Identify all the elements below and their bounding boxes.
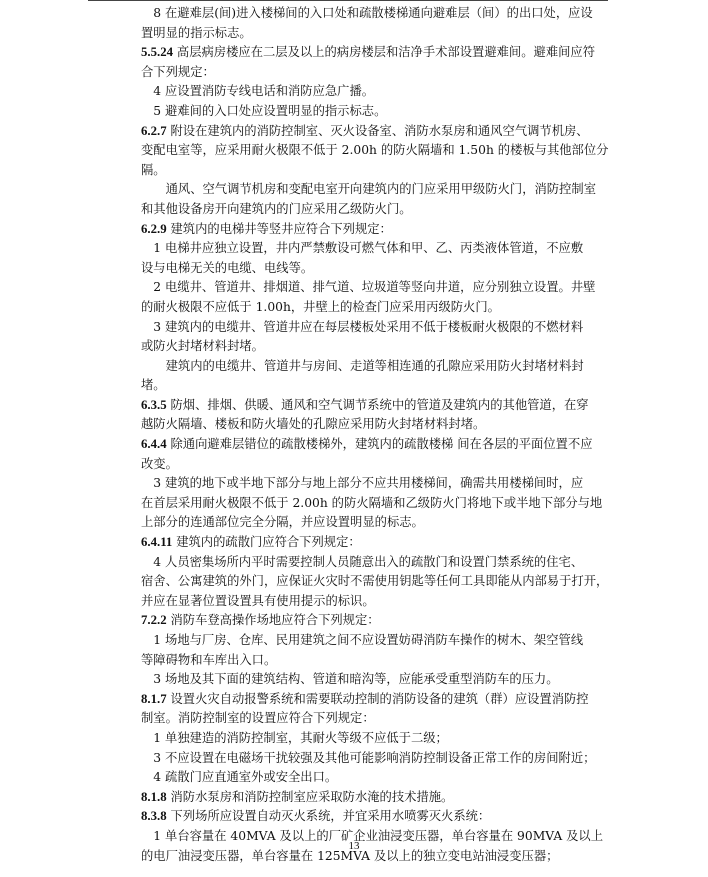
- text-line: [141, 553, 611, 573]
- text-line: [141, 435, 611, 455]
- line-text: 的电厂油浸变压器，单台容量在 125MVA 及以上的独立变电站油浸变压器；: [141, 848, 559, 863]
- page-number: 13: [348, 840, 360, 852]
- line-text: 堵。: [141, 378, 166, 393]
- line-text: 防烟、排烟、供暖、通风和空气调节系统中的管道及建筑内的其他管道，在穿: [166, 397, 589, 412]
- text-line: [141, 141, 611, 161]
- text-line: [141, 474, 611, 494]
- text-line: [141, 788, 611, 808]
- line-text: 消防车登高操作场地应符合下列规定：: [166, 613, 380, 628]
- text-line: [141, 82, 611, 102]
- text-line: [141, 494, 611, 514]
- line-text: 1 电梯井应独立设置，井内严禁敷设可燃气体和甲、乙、丙类液体管道，不应敷: [141, 241, 584, 256]
- line-text: 1 单台容量在 40MVA 及以上的厂矿企业油浸变压器，单台容量在 90MVA 及以上: [141, 828, 604, 843]
- line-text: 设置火灾自动报警系统和需要联动控制的消防设备的建筑（群）应设置消防控: [166, 691, 589, 706]
- text-line: [141, 220, 611, 240]
- text-line: [141, 4, 611, 24]
- clause-number: 5.5.24: [141, 45, 173, 60]
- text-line: [141, 749, 611, 769]
- line-text: 下列场所应设置自动灭火系统，并宜采用水喷雾灭火系统：: [166, 809, 491, 824]
- text-line: [141, 43, 611, 63]
- line-text: 3 不应设置在电磁场干扰较强及其他可能影响消防控制设备正常工作的房间附近；: [141, 750, 596, 765]
- text-line: [141, 592, 611, 612]
- text-line: [141, 122, 611, 142]
- text-line: [141, 298, 611, 318]
- text-line: [141, 611, 611, 631]
- line-text: 1 场地与厂房、仓库、民用建筑之间不应设置妨碍消防车操作的树木、架空管线: [141, 633, 584, 647]
- line-text: 建筑内的电梯井等竖井应符合下列规定：: [166, 221, 392, 236]
- text-line: [141, 415, 611, 435]
- line-text: 8 在避难层(间)进入楼梯间的入口处和疏散楼梯通向避难层（间）的出口处，应设: [141, 6, 593, 20]
- clause-number: 7.2.2: [141, 613, 167, 628]
- line-text: 建筑内的疏散门应符合下列规定：: [172, 535, 361, 550]
- text-line: [141, 670, 611, 690]
- text-line: [141, 396, 611, 416]
- text-line: [141, 455, 611, 475]
- page-top-rule: [88, 0, 608, 1]
- text-line: [141, 651, 611, 671]
- text-line: [141, 533, 611, 553]
- line-text: 附设在建筑内的消防控制室、灭火设备室、消防水泵房和通风空气调节机房、: [166, 123, 589, 138]
- text-line: [141, 357, 611, 377]
- line-text: 5 避难间的入口处应设置明显的指示标志。: [141, 103, 387, 118]
- text-line: [141, 161, 611, 181]
- line-text: 变配电室等，应采用耐火极限不低于 2.00h 的防火隔墙和 1.50h 的楼板与其他部位分: [141, 143, 609, 158]
- text-line: [141, 180, 611, 200]
- text-line: [141, 709, 611, 729]
- line-text: 并应在显著位置设置具有使用提示的标识。: [141, 593, 375, 608]
- line-text: 越防火隔墙、楼板和防火墙处的孔隙应采用防火封堵材料封堵。: [141, 417, 486, 432]
- line-text: 2 电缆井、管道井、排烟道、排气道、垃圾道等竖向井道，应分别独立设置。井壁: [141, 280, 596, 295]
- text-line: [141, 102, 611, 122]
- line-text: 3 建筑内的电缆井、管道井应在每层楼板处采用不低于楼板耐火极限的不燃材料: [141, 319, 584, 334]
- text-line: [141, 239, 611, 259]
- text-line: [141, 200, 611, 220]
- text-line: [141, 513, 611, 533]
- line-text: 通风、空气调节机房和变配电室开向建筑内的门应采用甲级防火门，消防控制室: [141, 182, 596, 197]
- clause-number: 8.1.8: [141, 789, 167, 804]
- line-text: 除通向避难层错位的疏散楼梯外，建筑内的疏散楼梯 间在各层的平面位置不应: [166, 437, 593, 452]
- clause-number: 6.4.4: [141, 437, 167, 452]
- line-text: 等障碍物和车库出入口。: [141, 652, 277, 667]
- line-text: 3 建筑的地下或半地下部分与地上部分不应共用楼梯间，确需共用楼梯间时，应: [141, 476, 584, 491]
- line-text: 和其他设备房开向建筑内的门应采用乙级防火门。: [141, 201, 412, 216]
- text-line: [141, 376, 611, 396]
- line-text: 制室。消防控制室的设置应符合下列规定：: [141, 711, 375, 726]
- line-text: 4 应设置消防专线电话和消防应急广播。: [141, 84, 375, 99]
- line-text: 3 场地及其下面的建筑结构、管道和暗沟等，应能承受重型消防车的压力。: [141, 672, 559, 687]
- line-text: 合下列规定：: [141, 64, 215, 79]
- line-text: 在首层采用耐火极限不低于 2.00h 的防火隔墙和乙级防火门将地下或半地下部分与地: [141, 495, 603, 510]
- line-text: 消防水泵房和消防控制室应采取防水淹的技术措施。: [166, 789, 454, 804]
- text-line: [141, 807, 611, 827]
- line-text: 设与电梯无关的电缆、电线等。: [141, 260, 314, 275]
- line-text: 高层病房楼应在二层及以上的病房楼层和洁净手术部设置避难间。避难间应符: [173, 45, 596, 60]
- line-text: 或防火封堵材料封堵。: [141, 339, 264, 354]
- text-line: [141, 318, 611, 338]
- clause-number: 6.3.5: [141, 397, 167, 412]
- line-text: 上部分的连通部位完全分隔，并应设置明显的标志。: [141, 515, 424, 530]
- text-line: [141, 337, 611, 357]
- document-body: [141, 4, 611, 866]
- clause-number: 6.4.11: [141, 535, 173, 550]
- text-line: [141, 690, 611, 710]
- line-text: 4 疏散门应直通室外或安全出口。: [141, 770, 338, 785]
- clause-number: 6.2.9: [141, 221, 167, 236]
- text-line: [141, 24, 611, 44]
- line-text: 宿舍、公寓建筑的外门，应保证火灾时不需使用钥匙等任何工具即能从内部易于打开，: [141, 574, 609, 589]
- text-line: [141, 768, 611, 788]
- text-line: [141, 729, 611, 749]
- line-text: 改变。: [141, 456, 178, 471]
- line-text: 置明显的指示标志。: [141, 25, 252, 40]
- text-line: [141, 631, 611, 651]
- clause-number: 6.2.7: [141, 123, 167, 138]
- line-text: 4 人员密集场所内平时需要控制人员随意出入的疏散门和设置门禁系统的住宅、: [141, 554, 584, 569]
- line-text: 1 单独建造的消防控制室，其耐火等级不应低于二级；: [141, 730, 448, 745]
- text-line: [141, 259, 611, 279]
- text-line: [141, 63, 611, 83]
- line-text: 隔。: [141, 162, 166, 177]
- line-text: 建筑内的电缆井、管道井与房间、走道等相连通的孔隙应采用防火封堵材料封: [141, 358, 584, 373]
- text-line: [141, 572, 611, 592]
- clause-number: 8.3.8: [141, 809, 167, 824]
- text-line: [141, 278, 611, 298]
- clause-number: 8.1.7: [141, 691, 167, 706]
- line-text: 的耐火极限不应低于 1.00h，井壁上的检查门应采用丙级防火门。: [141, 299, 500, 314]
